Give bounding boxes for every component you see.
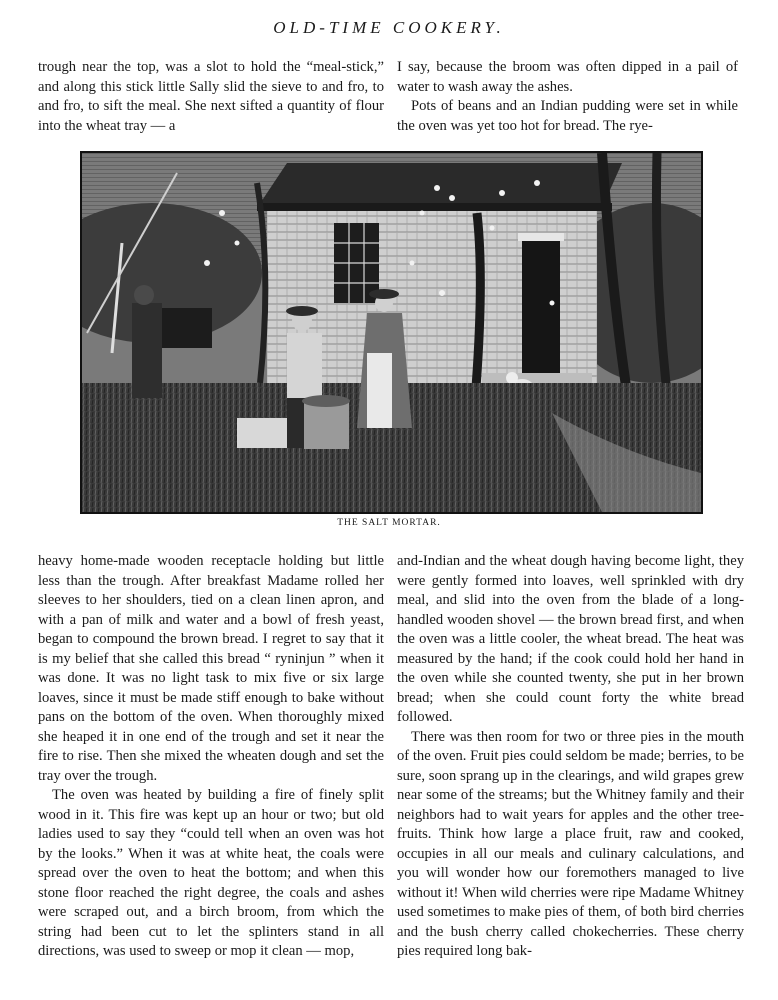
column-top-right: [397, 58, 738, 136]
engraving-illustration: [80, 151, 703, 514]
column-bottom-left: [38, 552, 384, 962]
column-top-left: [38, 58, 384, 136]
column-bottom-right: [397, 552, 744, 962]
paragraph: heavy home-made wooden receptacle holding but little less than the trough. After breakfast Madame rolled her sleeves to her shoulders, tied on a clean linen apron, and with a pan of milk and water and a bowl of fresh yeast, began to compound the brown bread. I regret to say that it is my belief that she called this bread “ ryninjun ” when it was done. It was no light task to mix five or six large loaves, since it must be made stiff enough to bake without pans on the bottom of the oven. When thoroughly mixed she heaped it in one end of the trough and set it near the fire to rise. Then she mixed the wheaten dough and set the tray over the trough.: [38, 553, 384, 784]
illustration-caption: THE SALT MORTAR.: [337, 518, 441, 528]
paragraph: trough near the top, was a slot to hold the “meal-stick,” and along this stick little Sally slid the sieve to and fro, to and fro, to sift the meal. She next sifted a quantity of flour into the wheat tray — a: [38, 59, 384, 134]
running-head: OLD-TIME COOKERY.: [273, 18, 505, 37]
paragraph: and-Indian and the wheat dough having become light, they were gently formed into loaves, well sprinkled with dry meal, and slid into the oven from the blade of a long-handled wooden shovel — the brown bread first, and when the oven was a little cooler, the wheat bread. The heat was measured by the hand; if the cook could hold her hand in the oven while she counted twenty, she put in her brown bread; when she could count forty the white bread followed.: [397, 553, 744, 725]
paragraph: The oven was heated by building a fire of finely split wood in it. This fire was kept up an hour or two; but old ladies used to say they “could tell when an oven was hot by the looks.” When it was at white heat, the coals were spread over the oven to heat the bottom; and when this stone floor reached the right degree, the coals and ashes were scraped out, and a birch broom, from which the string had been cut to let the splinters stand in all directions, was used to sweep or mop it clean — mop,: [38, 787, 384, 959]
paragraph: There was then room for two or three pies in the mouth of the oven. Fruit pies could seldom be made; berries, to be sure, soon sprang up in the clearings, and wild grapes grew near some of the streams; but the Whitney family and their neighbors had to wait years for apples and the other tree-fruits. Think how large a place fruit, raw and cooked, occupies in all our meals and culinary calculations, and you will wonder how our foremothers managed to live without it! When wild cherries were ripe Madame Whitney used sometimes to make pies of them, of both bird cherries and the bush cherry called chokecherries. These cherry pies required long bak-: [397, 728, 744, 959]
paragraph: Pots of beans and an Indian pudding were set in while the oven was yet too hot for bread. The rye-: [397, 98, 738, 134]
paragraph: I say, because the broom was often dipped in a pail of water to wash away the ashes.: [397, 59, 738, 95]
